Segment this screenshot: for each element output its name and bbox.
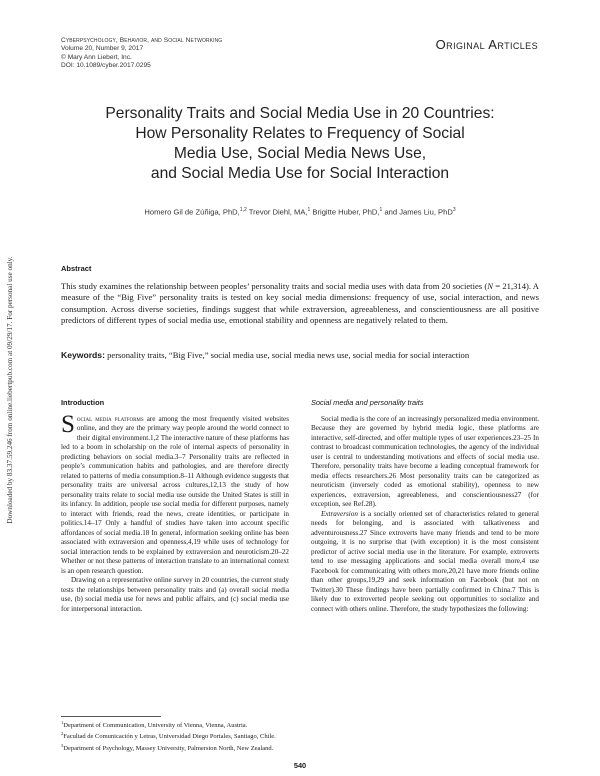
footnote-text: Department of Communication, University of Vienna, Vienna, Austria. <box>63 722 248 730</box>
author: Trevor Diehl, MA, <box>248 207 308 217</box>
author-affiliation: 3 <box>452 207 456 213</box>
footnote-text: Department of Psychology, Massey University, Palmerston North, New Zealand. <box>63 745 274 753</box>
intro-text: are among the most frequently visited websites online, and they are the primary way people around the world connect to their digital environment.1,2 The interactive nature of these platforms has led to a boom in scholarship on the role of internal aspects of personality in predicting behaviors on social media.3–7 Personality traits are reflected in people’s communication habits and pathologies, and are therefore directly related to patterns of media consumption.8–11 Although evidence suggests that personality traits are universal across cultures,12,13 the study of how personality traits relate to social media use outside the United States is still in its infancy. In addition, people use social media for different purposes, namely to interact with friends, read the news, create identities, or participate in politics.14–17 Only a handful of studies have taken into account specific affordances of social media.18 In general, information seeking online has been associated with extraversion and openness,4,19 while uses of technology for social interaction tends to be explained by extraversion and neuroticism.20–22 Whether or not these patterns of interaction translate to an international context is an open research question. <box>61 414 290 575</box>
footnote-marker: 2 <box>61 731 64 737</box>
title-line: How Personality Relates to Frequency of Social <box>135 125 465 142</box>
term-extraversion: Extraversion <box>321 509 358 518</box>
left-column <box>61 398 289 614</box>
keywords-text: personality traits, “Big Five,” social media use, social media news use, social media for social interaction <box>104 350 470 360</box>
intro-paragraph: Drawing on a representative online survey in 20 countries, the current study tests the relationships between personality traits and (a) overall social media use, (b) social media use for news and public affairs, and (c) social media use for interpersonal interaction. <box>61 576 289 613</box>
footnote-marker: 3 <box>61 742 64 748</box>
author-affiliation: 1 <box>307 207 311 213</box>
author-list <box>60 207 540 217</box>
keywords-label: Keywords: <box>61 350 105 360</box>
lead-caps: ocial media platforms <box>76 414 144 423</box>
introduction-heading: Introduction <box>61 398 105 407</box>
author-affiliation: 1,2 <box>239 207 247 213</box>
abstract-part: This study examines the relationship between peoples’ personality traits and social media uses with data from 20 societies ( <box>61 281 488 291</box>
footnotes <box>61 719 276 753</box>
abstract-heading: Abstract <box>61 264 92 273</box>
subsection-heading: Social media and personality traits <box>311 398 424 407</box>
article-title <box>60 104 540 184</box>
download-notice-text: Downloaded by 83.37.59.246 from online.liebertpub.com at 09/29/17. For personal use only. <box>6 256 14 524</box>
drop-cap: S <box>61 410 75 438</box>
journal-copyright: © Mary Ann Liebert, Inc. <box>61 53 132 61</box>
author-affiliation: 1 <box>379 207 383 213</box>
footnote <box>61 730 276 741</box>
title-line: Personality Traits and Social Media Use in 20 Countries: <box>105 105 495 122</box>
journal-volume: Volume 20, Number 9, 2017 <box>61 45 144 53</box>
intro-paragraph <box>61 410 290 577</box>
abstract-text <box>61 281 539 327</box>
footnote-text: Facultad de Comunicación y Letras, Universidad Diego Portales, Santiago, Chile. <box>63 733 276 741</box>
body-text: is a socially oriented set of characteristics related to general needs for belonging, and is associated with talkativeness and adventurousness.27 Since extroverts have many friends and tend to be more outgoing, it is no surprise that (with exception) it is the most consistent predictor of active social media use in the literature. For example, extroverts tend to use messaging applications and social media overall more,4 use Facebook for communicating with others more,20,21 have more friends online than other groups,19,29 and seek information on Facebook (but not on Twitter).30 These findings have been partially confirmed in China.7 This is likely due to extroverted people seeking out opportunities to socialize and connect with others online. Therefore, the study hypothesizes the following: <box>311 509 539 613</box>
keywords <box>61 350 539 361</box>
title-line: and Social Media Use for Social Interaction <box>150 165 450 182</box>
body-paragraph <box>311 510 539 615</box>
body-paragraph: Social media is the core of an increasingly personalized media environment. Because they are governed by hybrid media logic, these platforms are interactive, self-directed, and offer multiple types of user experiences.23–25 In contrast to broadcast communication technologies, the agency of the individual user is central to understanding motivations and effects of social media use. Therefore, personality traits have become a leading conceptual framework for media effects researchers.26 Most personality traits can be categorized as neuroticism (inversely coded as emotional stability), openness to new experiences, extraversion, agreeableness, and conscientiousness27 (for exception, see Ref.28). <box>311 414 539 508</box>
abstract-n: N <box>487 281 493 291</box>
section-label: Original Articles <box>435 37 538 52</box>
title-line: Media Use, Social Media News Use, <box>173 145 427 162</box>
author: and James Liu, PhD <box>384 207 453 217</box>
download-notice <box>4 180 16 600</box>
page-number: 540 <box>293 761 307 770</box>
author: Brigitte Huber, PhD, <box>312 207 380 217</box>
author: Homero Gil de Zúñiga, PhD, <box>144 207 240 217</box>
footnote-marker: 1 <box>61 720 64 725</box>
journal-info <box>61 37 222 71</box>
footnote <box>61 742 276 753</box>
footnote <box>61 719 276 730</box>
journal-doi: DOI: 10.1089/cyber.2017.0295 <box>61 62 151 70</box>
journal-name: Cyberpsychology, Behavior, and Social Networking <box>61 37 223 44</box>
footnote-divider <box>61 716 161 717</box>
right-column <box>311 398 539 614</box>
abstract-part: = 21,314). A measure of the “Big Five” personality traits is tested on key social media dimensions: frequency of use, social interaction, and news consumption. Across diverse societies, findings suggest that while extraversion, agreeableness, and conscientiousness are all positive predictors of different types of social media use, emotional stability and openness are negatively related to them. <box>61 281 539 326</box>
